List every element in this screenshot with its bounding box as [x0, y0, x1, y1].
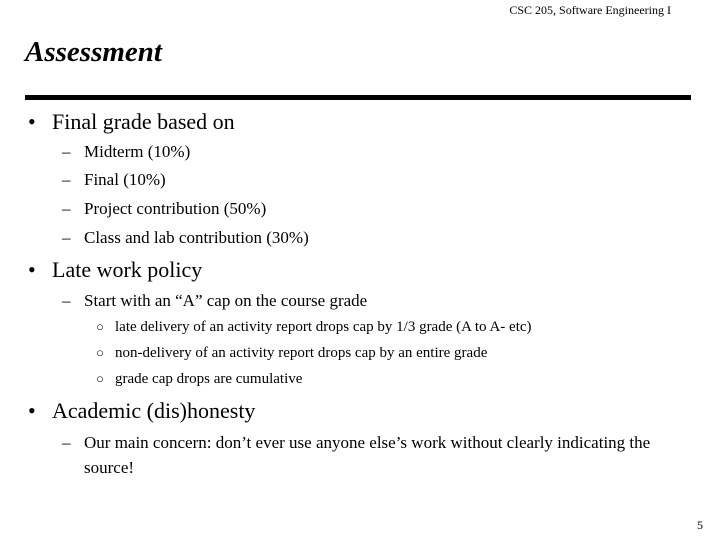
dash-marker: –	[62, 228, 71, 247]
bullet-final-grade	[28, 109, 235, 135]
sub-item-text: Midterm (10%)	[84, 142, 191, 161]
subsub-item-cumulative	[96, 371, 302, 388]
dash-marker: –	[62, 291, 71, 310]
sub-item-text: Start with an “A” cap on the course grade	[84, 291, 368, 310]
subsub-item-late-delivery	[96, 319, 532, 336]
sub-item-main-concern	[62, 430, 662, 480]
subsub-item-text: late delivery of an activity report drops cap by 1/3 grade (A to A- etc)	[115, 319, 532, 335]
bullet-text: Final grade based on	[52, 109, 235, 134]
circle-marker-icon: ○	[96, 319, 104, 334]
course-header: CSC 205, Software Engineering I	[509, 3, 671, 17]
subsub-item-non-delivery	[96, 345, 487, 362]
sub-item-a-cap	[62, 291, 367, 311]
bullet-text: Late work policy	[52, 257, 203, 282]
circle-marker-icon: ○	[96, 345, 104, 360]
sub-item-text: Class and lab contribution (30%)	[84, 228, 309, 247]
bullet-marker: •	[28, 109, 36, 134]
slide-title: Assessment	[25, 36, 162, 68]
page-number: 5	[697, 518, 703, 532]
sub-item-text: Our main concern: don’t ever use anyone else’s work without clearly indicating the source!	[84, 433, 651, 477]
subsub-item-text: grade cap drops are cumulative	[115, 371, 303, 387]
bullet-marker: •	[28, 398, 36, 423]
bullet-text: Academic (dis)honesty	[52, 398, 256, 423]
dash-marker: –	[62, 170, 71, 189]
dash-marker: –	[62, 199, 71, 218]
sub-item-class-lab	[62, 228, 309, 248]
circle-marker-icon: ○	[96, 371, 104, 386]
dash-marker: –	[62, 142, 71, 161]
sub-item-text: Project contribution (50%)	[84, 199, 267, 218]
sub-item-project	[62, 199, 266, 219]
sub-item-text: Final (10%)	[84, 170, 166, 189]
title-divider	[25, 95, 691, 100]
bullet-academic-honesty	[28, 398, 255, 424]
sub-item-final	[62, 170, 166, 190]
bullet-late-work	[28, 257, 202, 283]
subsub-item-text: non-delivery of an activity report drops cap by an entire grade	[115, 345, 488, 361]
dash-marker: –	[62, 433, 71, 452]
sub-item-midterm	[62, 142, 190, 162]
bullet-marker: •	[28, 257, 36, 282]
